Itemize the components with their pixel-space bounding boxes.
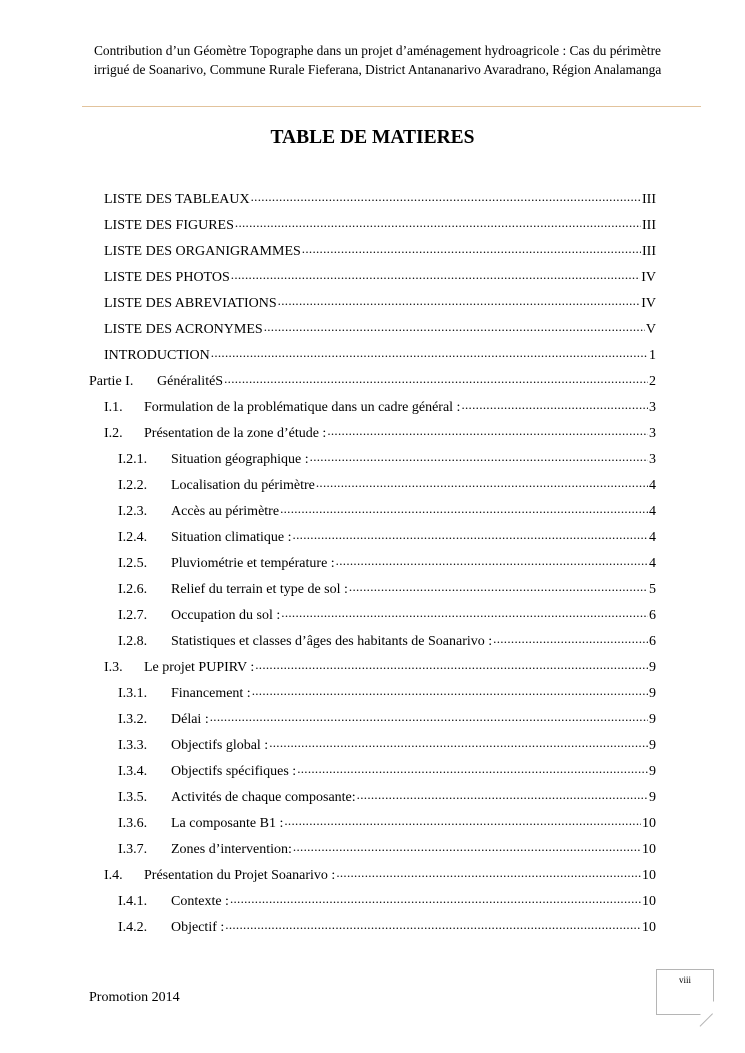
toc-entry[interactable] [118,917,656,937]
toc-entry-number: I.3.4. [118,764,148,779]
toc-entry-label: LISTE DES TABLEAUX [104,192,250,207]
toc-entry-number: Partie I. [89,374,134,389]
toc-entry-number: I.4.1. [118,894,148,909]
toc-entry-page: 9 [649,660,656,675]
toc-entry[interactable] [118,891,656,911]
toc-entry[interactable] [118,449,656,469]
toc-entry-label: Objectifs spécifiques : [171,764,297,779]
dot-leader [293,527,648,541]
footer-text: Promotion 2014 [89,990,180,1005]
page-curl-edge [700,1013,713,1026]
toc-entry-page: 3 [649,452,656,467]
toc-entry-page: 10 [642,816,656,831]
toc-entry[interactable] [118,475,656,495]
toc-entry-label: LISTE DES FIGURES [104,218,234,233]
toc-entry-label: Présentation du Projet Soanarivo : [144,868,336,883]
dot-leader [269,735,648,749]
toc-entry-label: Localisation du périmètre [171,478,315,493]
toc-entry-page: 6 [649,634,656,649]
toc-entry-page: 6 [649,608,656,623]
toc-entry-page: 9 [649,738,656,753]
toc-entry-number: I.2.8. [118,634,148,649]
toc-entry-number: I.3.1. [118,686,148,701]
toc-entry-label: Accès au périmètre [171,504,280,519]
toc-entry[interactable] [118,709,656,729]
toc-entry-label: Formulation de la problématique dans un cadre général : [144,400,461,415]
toc-entry-label: Situation climatique : [171,530,292,545]
toc-entry-label: Statistiques et classes d’âges des habitants de Soanarivo : [171,634,493,649]
toc-entry-label: Situation géographique : [171,452,309,467]
toc-entry-page: 5 [649,582,656,597]
toc-entry[interactable] [104,397,656,417]
toc-entry[interactable] [118,735,656,755]
toc-entry-label: Activités de chaque composante: [171,790,356,805]
toc-entry-number: I.2.2. [118,478,148,493]
dot-leader [357,787,648,801]
dot-leader [264,319,645,333]
dot-leader [252,683,648,697]
dot-leader [278,293,641,307]
toc-entry-page: 9 [649,686,656,701]
toc-entry[interactable] [118,839,656,859]
toc-entry-number: I.3.5. [118,790,148,805]
toc-entry-page: IV [641,270,656,285]
dot-leader [293,839,641,853]
toc-entry[interactable] [104,215,656,235]
toc-entry-number: I.3.3. [118,738,148,753]
dot-leader [211,345,648,359]
dot-leader [327,423,648,437]
toc-entry-label: Présentation de la zone d’étude : [144,426,327,441]
toc-entry[interactable] [104,293,656,313]
toc-entry-label: LISTE DES ACRONYMES [104,322,263,337]
toc-entry[interactable] [118,501,656,521]
toc-entry-number: I.4.2. [118,920,148,935]
toc-entry-label: Zones d’intervention: [171,842,292,857]
toc-entry-page: 10 [642,894,656,909]
toc-entry-number: I.3. [104,660,123,675]
toc-entry-page: 3 [649,426,656,441]
toc-entry-label: Le projet PUPIRV : [144,660,255,675]
toc-entry-label: INTRODUCTION [104,348,210,363]
toc-entry[interactable] [104,423,656,443]
toc-entry-page: IV [641,296,656,311]
toc-entry-page: 10 [642,868,656,883]
toc-entry-page: 1 [649,348,656,363]
dot-leader [224,371,648,385]
toc-entry[interactable] [104,241,656,261]
dot-leader [349,579,648,593]
toc-entry-page: 9 [649,764,656,779]
toc-entry-page: 4 [649,504,656,519]
page-title: TABLE DE MATIERES [270,127,475,148]
toc-entry[interactable] [104,267,656,287]
dot-leader [336,553,648,567]
dot-leader [297,761,648,775]
toc-entry-page: 2 [649,374,656,389]
toc-entry[interactable] [104,319,656,339]
toc-entry[interactable] [118,787,656,807]
toc-entry-page: III [642,192,656,207]
page-number: viii [678,975,691,985]
toc-entry-page: 4 [649,478,656,493]
toc-entry-number: I.4. [104,868,123,883]
toc-entry-page: 3 [649,400,656,415]
page-number-box [656,969,714,1015]
running-header: Contribution d’un Géomètre Topographe dans un projet d’aménagement hydroagricole : Cas du périmètre irrigué de Soanarivo, Commune Rurale Fieferana, District Antananarivo Avaradrano, Région Analamanga [93,43,662,77]
header-divider [82,106,701,107]
dot-leader [210,709,648,723]
toc-entry-number: I.2.5. [118,556,148,571]
toc-entry-page: V [645,322,656,337]
toc-entry[interactable] [118,605,656,625]
toc-entry-label: Objectif : [171,920,225,935]
toc-entry[interactable] [104,189,656,209]
dot-leader [281,605,648,619]
toc-entry-page: 4 [649,556,656,571]
dot-leader [225,917,641,931]
toc-entry-page: 10 [642,842,656,857]
toc-entry[interactable] [104,865,656,885]
dot-leader [251,189,641,203]
toc-entry-page: 4 [649,530,656,545]
dot-leader [310,449,648,463]
toc-entry-number: I.3.7. [118,842,148,857]
toc-entry-page: 9 [649,712,656,727]
toc-entry[interactable] [118,631,656,651]
toc-entry-label: LISTE DES ORGANIGRAMMES [104,244,301,259]
toc-entry[interactable] [118,553,656,573]
toc-entry-number: I.2.1. [118,452,148,467]
toc-entry-number: I.3.6. [118,816,148,831]
dot-leader [493,631,648,645]
toc-entry[interactable] [89,371,656,391]
dot-leader [230,891,641,905]
toc-entry-number: I.2.3. [118,504,148,519]
toc-entry-label: Objectifs global : [171,738,269,753]
toc-entry[interactable] [118,761,656,781]
toc-entry-number: I.2.7. [118,608,148,623]
toc-entry-number: I.3.2. [118,712,148,727]
dot-leader [302,241,641,255]
toc-entry-label: La composante B1 : [171,816,284,831]
dot-leader [231,267,640,281]
dot-leader [284,813,641,827]
toc-entry-label: Pluviométrie et température : [171,556,335,571]
toc-entry-label: LISTE DES PHOTOS [104,270,230,285]
toc-entry[interactable] [118,527,656,547]
toc-entry-page: 9 [649,790,656,805]
dot-leader [255,657,648,671]
toc-entry-label: GénéralitéS [157,374,224,389]
dot-leader [336,865,641,879]
toc-entry[interactable] [118,579,656,599]
dot-leader [461,397,648,411]
toc-entry-label: LISTE DES ABREVIATIONS [104,296,277,311]
toc-entry-label: Relief du terrain et type de sol : [171,582,348,597]
toc-entry-label: Occupation du sol : [171,608,281,623]
toc-entry-number: I.1. [104,400,123,415]
toc-entry[interactable] [104,657,656,677]
dot-leader [235,215,641,229]
toc-entry[interactable] [118,813,656,833]
toc-entry-number: I.2.6. [118,582,148,597]
dot-leader [316,475,648,489]
toc-entry-number: I.2. [104,426,123,441]
toc-entry[interactable] [118,683,656,703]
dot-leader [280,501,648,515]
toc-entry-label: Délai : [171,712,209,727]
toc-entry-number: I.2.4. [118,530,148,545]
toc-entry-label: Financement : [171,686,251,701]
toc-entry-page: 10 [642,920,656,935]
toc-entry[interactable] [104,345,656,365]
toc-entry-page: III [642,218,656,233]
toc-entry-page: III [642,244,656,259]
toc-entry-label: Contexte : [171,894,229,909]
